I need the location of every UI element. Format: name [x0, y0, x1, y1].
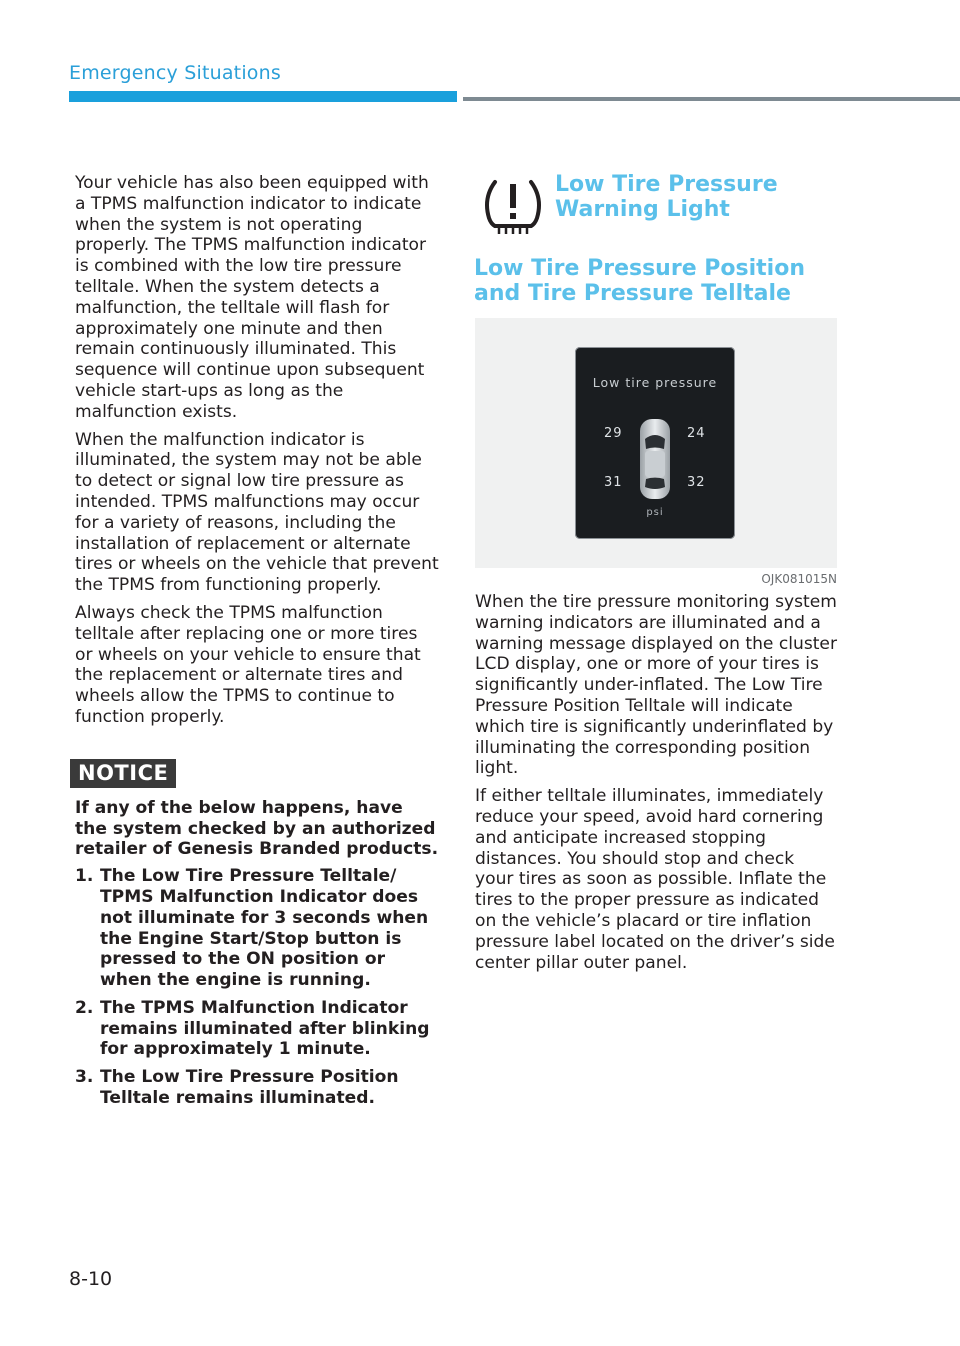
page-number: 8-10: [69, 1268, 113, 1290]
list-number: 1.: [75, 866, 94, 887]
rear-left-pressure: 31: [604, 475, 623, 490]
header-rule: [463, 97, 960, 101]
display-title: Low tire pressure: [592, 375, 718, 390]
subheading: Low Tire Pressure Position and Tire Pressure Telltale: [474, 256, 805, 306]
paragraph: Always check the TPMS malfunction telltale after replacing one or more tires or wheels on your vehicle to ensure that the replacement or alternate tires and wheels allow the TPMS to continue to function properly.: [75, 602, 421, 727]
rear-right-pressure: 32: [687, 475, 706, 490]
notice-box: [75, 735, 440, 1109]
list-number: 2.: [75, 997, 94, 1018]
list-text: The TPMS Malfunction Indicator remains illuminated after blinking for approximately 1 minute.: [100, 997, 430, 1060]
car-top-view-icon: [638, 417, 672, 501]
cluster-display: [575, 347, 735, 539]
cluster-figure: [475, 318, 837, 568]
paragraph: If either telltale illuminates, immediately reduce your speed, avoid hard cornering and anticipate increased stopping distances. You should stop and check your tires as soon as possible. Inflate the tires to the proper pressure as indicated on the vehicle’s placard or tire inflation pressure label located on the driver’s side center pillar outer panel.: [475, 786, 835, 973]
warning-header: [475, 172, 837, 252]
figure-code: OJK081015N: [761, 572, 837, 586]
notice-badge: NOTICE: [70, 759, 176, 788]
paragraph: Your vehicle has also been equipped with a TPMS malfunction indicator to indicate when the system is not operating properly. The TPMS malfunction indicator is combined with the low tire pressure telltale. When the system detects a malfunction, the telltale will flash for approximately one minute and then remain continuously illuminated. This sequence will continue upon subsequent vehicle start-ups as long as the malfunction exists.: [75, 173, 429, 422]
tpms-warning-icon: [481, 178, 545, 236]
front-right-pressure: 24: [687, 426, 706, 441]
notice-list: [75, 866, 440, 1109]
left-column: [75, 173, 440, 1116]
notice-intro: If any of the below happens, have the system checked by an authorized retailer of Genesis Branded products.: [75, 797, 439, 860]
list-item: [75, 1067, 440, 1109]
header-rule-accent: [69, 91, 457, 102]
list-text: The Low Tire Pressure Telltale/ TPMS Malfunction Indicator does not illuminate for 3 seconds when the Engine Start/Stop button is pressed to the ON position or when the engine is running.: [100, 866, 429, 991]
paragraph: When the tire pressure monitoring system warning indicators are illuminated and a warning message displayed on the cluster LCD display, one or more of your tires is significantly under-inflated. The Low Tire Pressure Position Telltale will indicate which tire is significantly underinflated by illuminating the corresponding position light.: [475, 592, 837, 779]
warning-title: Low Tire Pressure Warning Light: [555, 172, 778, 222]
list-text: The Low Tire Pressure Position Telltale remains illuminated.: [100, 1067, 399, 1109]
right-column: [475, 172, 837, 980]
list-item: [75, 866, 440, 991]
front-left-pressure: 29: [604, 426, 623, 441]
section-title: Emergency Situations: [69, 62, 281, 84]
list-item: [75, 998, 440, 1060]
paragraph: When the malfunction indicator is illuminated, the system may not be able to detect or signal low tire pressure as intended. TPMS malfunctions may occur for a variety of reasons, including the installation of replacement or alternate tires or wheels on the vehicle that prevent the TPMS from functioning properly.: [75, 429, 439, 596]
pressure-unit: psi: [646, 507, 664, 518]
list-number: 3.: [75, 1067, 94, 1088]
